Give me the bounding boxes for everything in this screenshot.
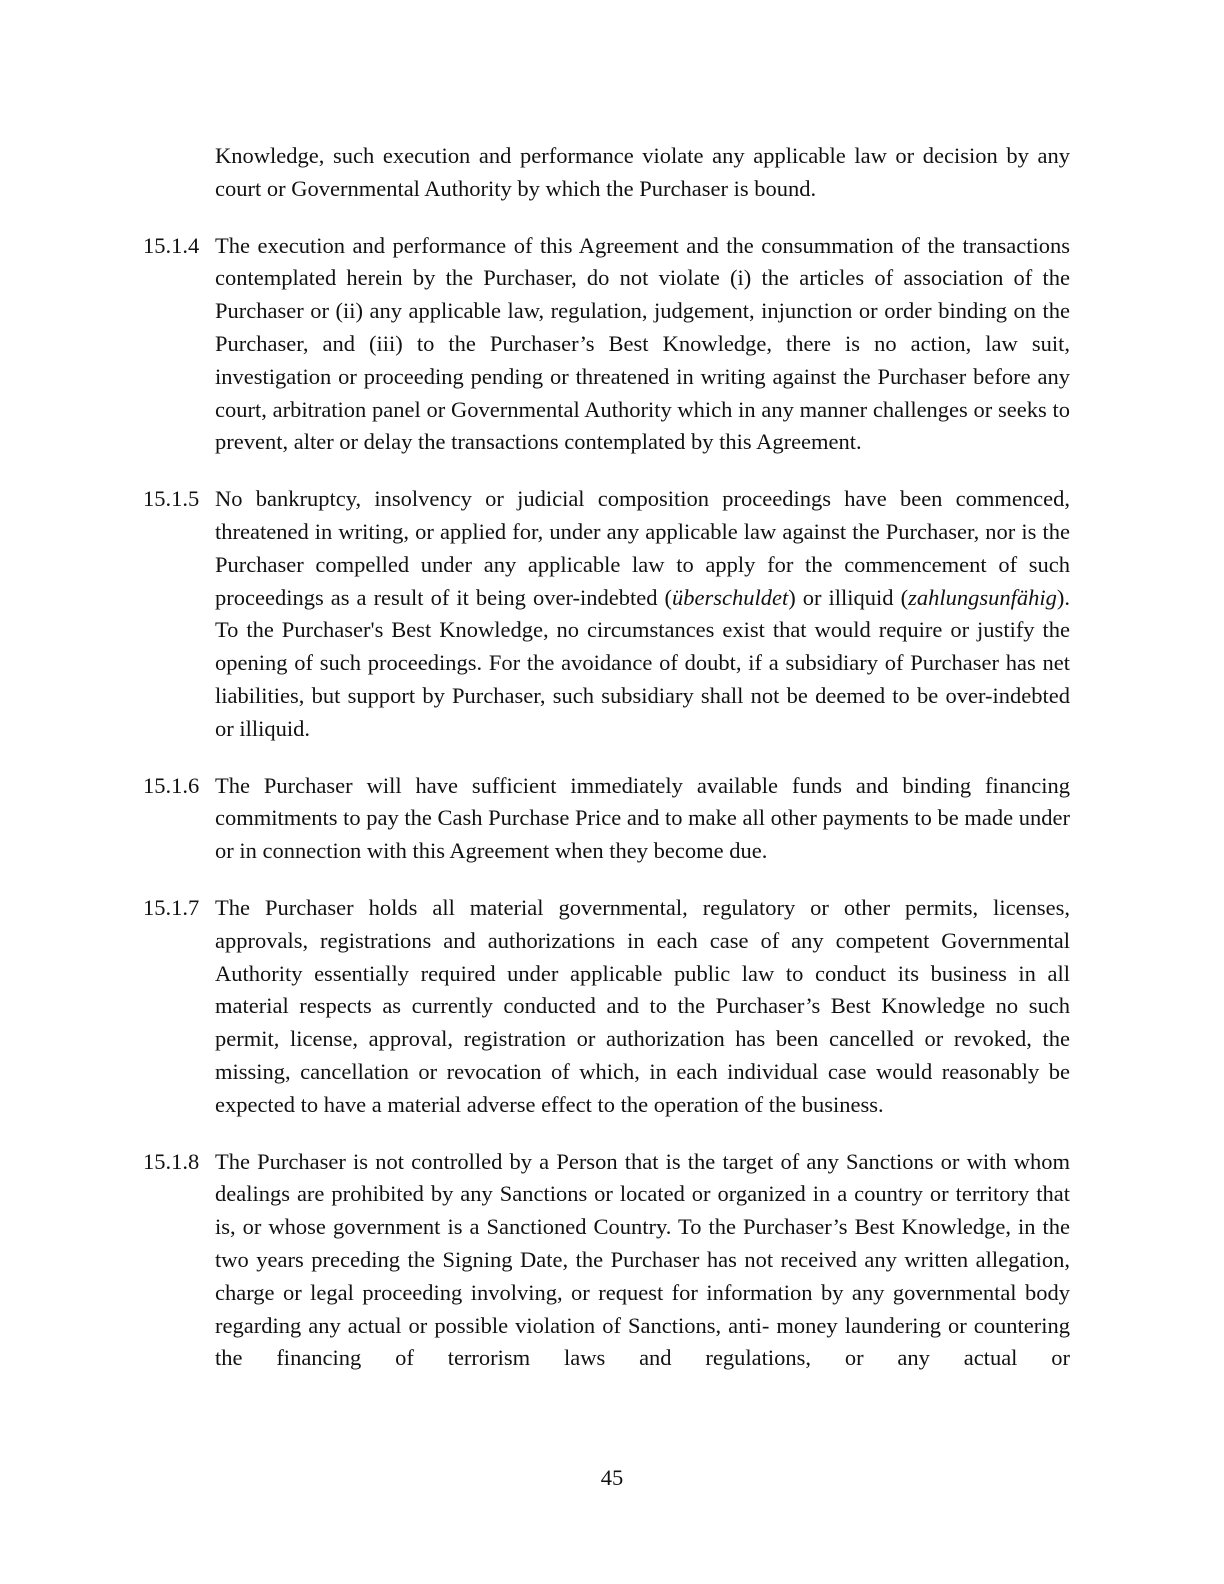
continuation-paragraph: Knowledge, such execution and performance violate any applicable law or decision by any court or Governmental Authority by which the Purchaser is bound. bbox=[215, 143, 1070, 201]
clause-number: 15.1.7 bbox=[143, 894, 200, 920]
clause-text: The Purchaser is not controlled by a Person that is the target of any Sanctions or with whom dealings are prohibited by any Sanctions or located or organized in a country or territory that is, or whose government is a Sanctioned Country. To the Purchaser’s Best Knowledge, in the two years preceding the Signing Date, the Purchaser has not received any written allegation, charge or legal proceeding involving, or request for information by any governmental body regarding any actual or possible violation of Sanctions, anti- money laundering or countering the financing of terrorism laws and regulations, or any actual or bbox=[215, 1148, 1070, 1371]
clause-text: The Purchaser will have sufficient immediately available funds and binding financing commitments to pay the Cash Purchase Price and to make all other payments to be made under or in connection with this Agreement when they become due. bbox=[215, 772, 1070, 864]
clause-15-1-8 bbox=[143, 1146, 1070, 1376]
clause-15-1-6 bbox=[143, 770, 1070, 868]
clause-number: 15.1.6 bbox=[143, 772, 200, 798]
clause-15-1-4 bbox=[143, 230, 1070, 460]
clause-15-1-5 bbox=[143, 483, 1070, 745]
clause-text bbox=[215, 483, 1070, 745]
clause-15-1-7 bbox=[143, 892, 1070, 1122]
clause-text-part: No bankruptcy, insolvency or judicial composition proceedings have been commenced, threatened in writing, or applied for, under any applicable law against the Purchaser, nor is the Purchaser compelled under any applicable law to apply for the commencement of such proceedings as a result of it being over-indebted ( bbox=[215, 486, 1070, 610]
clause-number: 15.1.8 bbox=[143, 1148, 200, 1174]
document-body bbox=[143, 140, 1070, 1399]
page-number: 45 bbox=[600, 1465, 624, 1490]
clause-number: 15.1.5 bbox=[143, 486, 200, 512]
clause-text-part: ) or illiquid ( bbox=[788, 584, 909, 610]
clause-text: The Purchaser holds all material governmental, regulatory or other permits, licenses, approvals, registrations and authorizations in each case of any competent Governmental Authority essentially required under applicable public law to conduct its business in all material respects as currently conducted and to the Purchaser’s Best Knowledge no such permit, license, approval, registration or authorization has been cancelled or revoked, the missing, cancellation or revocation of which, in each individual case would reasonably be expected to have a material adverse effect to the operation of the business. bbox=[215, 894, 1070, 1117]
clause-number: 15.1.4 bbox=[143, 232, 200, 258]
german-term-ueberschuldet: überschuldet bbox=[672, 584, 789, 610]
clause-text: The execution and performance of this Agreement and the consummation of the transactions contemplated herein by the Purchaser, do not violate (i) the articles of association of the Purchaser or (ii) any applicable law, regulation, judgement, injunction or order binding on the Purchaser, and (iii) to the Purchaser’s Best Knowledge, there is no action, law suit, investigation or proceeding pending or threatened in writing against the Purchaser before any court, arbitration panel or Governmental Authority which in any manner challenges or seeks to prevent, alter or delay the transactions contemplated by this Agreement. bbox=[215, 232, 1070, 455]
clause-text-part: ). To the Purchaser's Best Knowledge, no circumstances exist that would require or justify the opening of such proceedings. For the avoidance of doubt, if a subsidiary of Purchaser has net liabilities, but support by Purchaser, such subsidiary shall not be deemed to be over-indebted or illiquid. bbox=[215, 584, 1071, 741]
german-term-zahlungsunfaehig: zahlungsunfähig bbox=[908, 584, 1057, 610]
